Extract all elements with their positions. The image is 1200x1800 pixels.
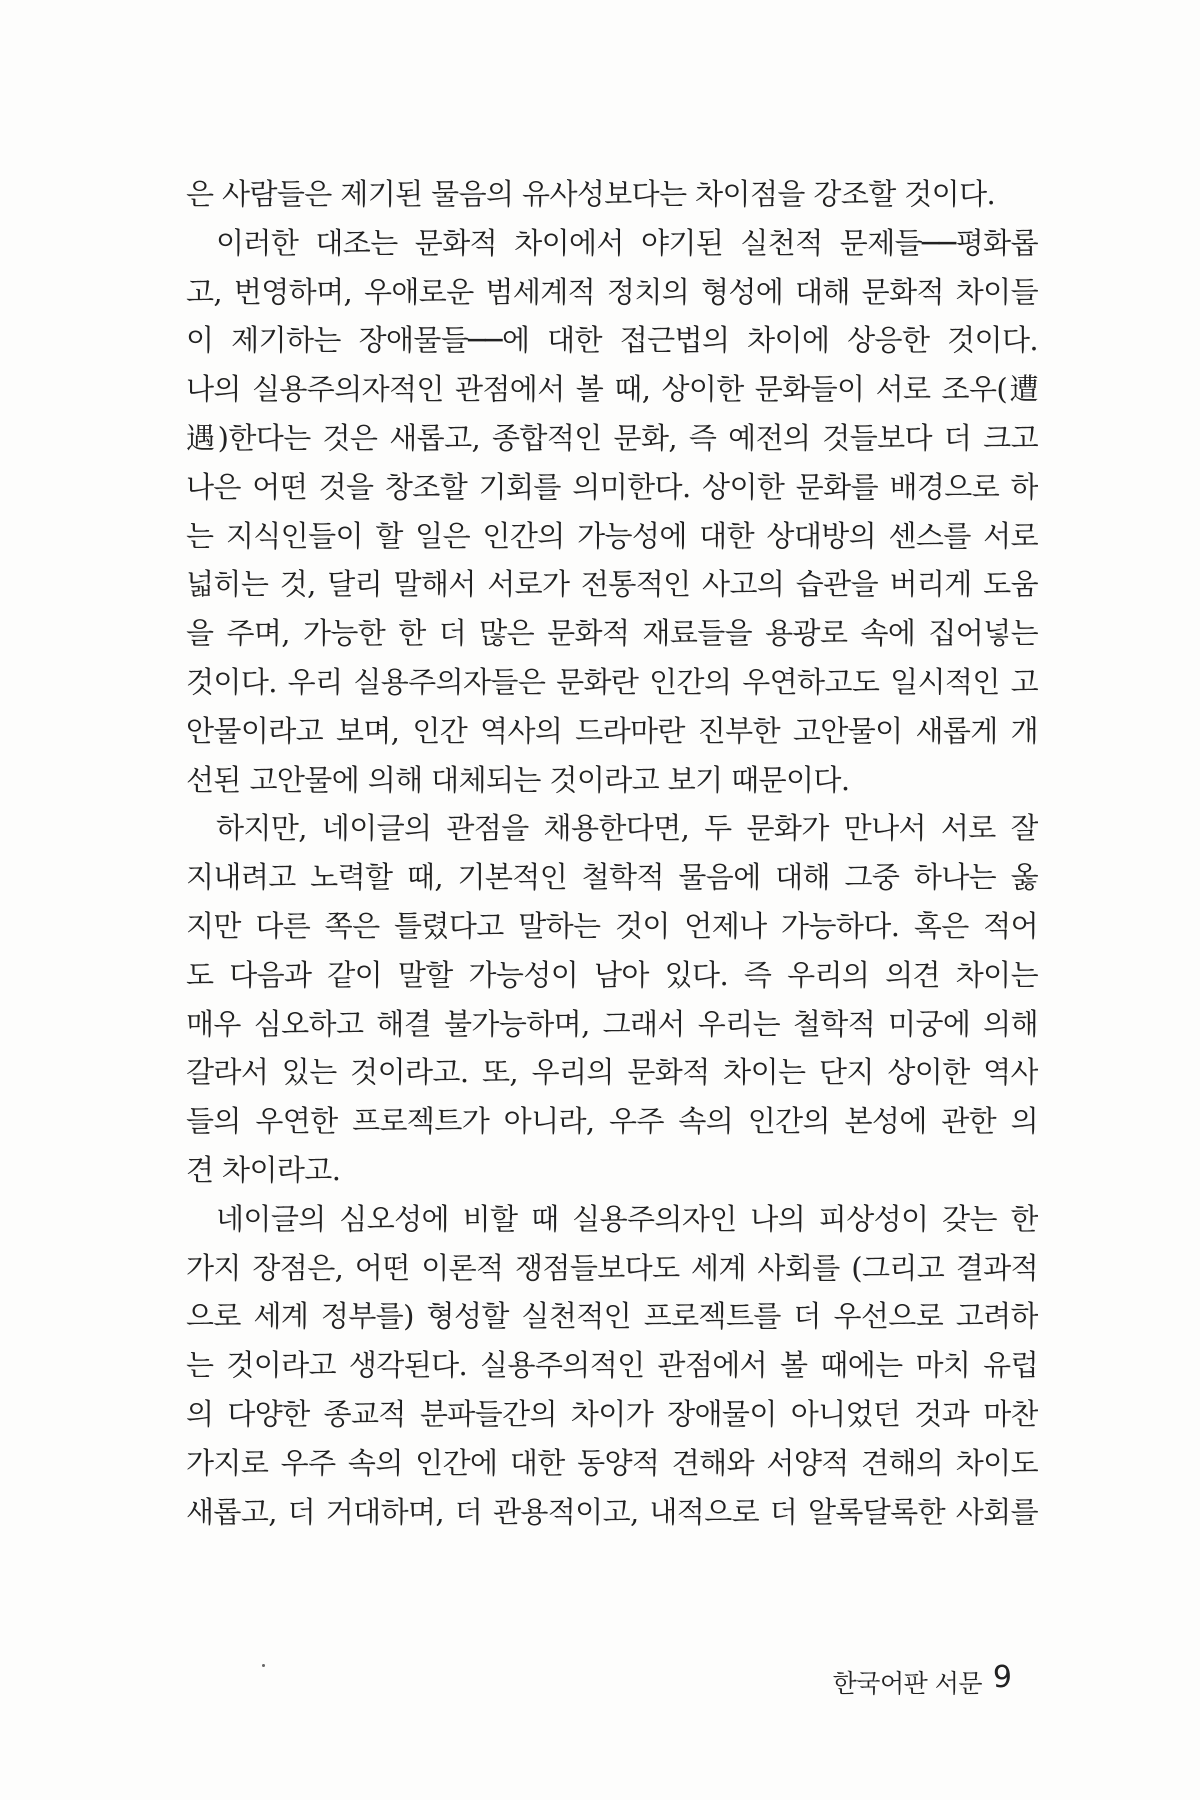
text-line: 네이글의 심오성에 비할 때 실용주의자인 나의 피상성이 갖는 한 [216,1201,1038,1236]
text-line: 은 사람들은 제기된 물음의 유사성보다는 차이점을 강조할 것이다. [186,177,996,211]
text-line: 는 것이라고 생각된다. 실용주의적인 관점에서 볼 때에는 마치 유럽 [186,1348,1038,1383]
text-line: 으로 세계 정부를) 형성할 실천적인 프로젝트를 더 우선으로 고려하 [186,1299,1038,1334]
text-line: 나의 실용주의자적인 관점에서 볼 때, 상이한 문화들이 서로 조우(遭 [186,372,1038,407]
text-line: 매우 심오하고 해결 불가능하며, 그래서 우리는 철학적 미궁에 의해 [186,1006,1038,1041]
text-line: 도 다음과 같이 말할 가능성이 남아 있다. 즉 우리의 의견 차이는 [186,957,1038,992]
body-text [186,170,1038,1536]
text-line: 들의 우연한 프로젝트가 아니라, 우주 속의 인간의 본성에 관한 의 [186,1104,1038,1139]
text-line: 의 다양한 종교적 분파들간의 차이가 장애물이 아니었던 것과 마찬 [186,1396,1038,1431]
text-line: 는 지식인들이 할 일은 인간의 가능성에 대한 상대방의 센스를 서로 [186,518,1038,553]
text-line: 을 주며, 가능한 한 더 많은 문화적 재료들을 용광로 속에 집어넣는 [186,616,1038,651]
text-line: 가지로 우주 속의 인간에 대한 동양적 견해와 서양적 견해의 차이도 [186,1445,1038,1480]
text-line: 가지 장점은, 어떤 이론적 쟁점들보다도 세계 사회를 (그리고 결과적 [186,1250,1038,1285]
page-footer [0,1660,1200,1700]
text-line: 견 차이라고. [186,1152,341,1187]
text-line: 선된 고안물에 의해 대체되는 것이라고 보기 때문이다. [186,762,850,797]
text-line: 것이다. 우리 실용주의자들은 문화란 인간의 우연하고도 일시적인 고 [186,664,1038,699]
text-line: 새롭고, 더 거대하며, 더 관용적이고, 내적으로 더 알록달록한 사회를 [186,1494,1038,1529]
page-number: 9 [992,1660,1012,1695]
text-line: 이 제기하는 장애물들──에 대한 접근법의 차이에 상응한 것이다. [186,323,1038,358]
text-line: 고, 번영하며, 우애로운 범세계적 정치의 형성에 대해 문화적 차이들 [186,274,1038,309]
text-line: 안물이라고 보며, 인간 역사의 드라마란 진부한 고안물이 새롭게 개 [186,713,1038,748]
text-line: 지만 다른 쪽은 틀렸다고 말하는 것이 언제나 가능하다. 혹은 적어 [186,908,1038,943]
text-line: 하지만, 네이글의 관점을 채용한다면, 두 문화가 만나서 서로 잘 [216,811,1038,846]
text-line: 遇)한다는 것은 새롭고, 종합적인 문화, 즉 예전의 것들보다 더 크고 [186,420,1038,455]
text-line: 나은 어떤 것을 창조할 기회를 의미한다. 상이한 문화를 배경으로 하 [186,469,1038,504]
text-line: 이러한 대조는 문화적 차이에서 야기된 실천적 문제들──평화롭 [216,225,1038,260]
text-line: 지내려고 노력할 때, 기본적인 철학적 물음에 대해 그중 하나는 옳 [186,860,1038,895]
text-line: 갈라서 있는 것이라고. 또, 우리의 문화적 차이는 단지 상이한 역사 [186,1055,1038,1090]
running-title: 한국어판 서문 [832,1669,982,1698]
text-line: 넓히는 것, 달리 말해서 서로가 전통적인 사고의 습관을 버리게 도움 [186,567,1038,602]
